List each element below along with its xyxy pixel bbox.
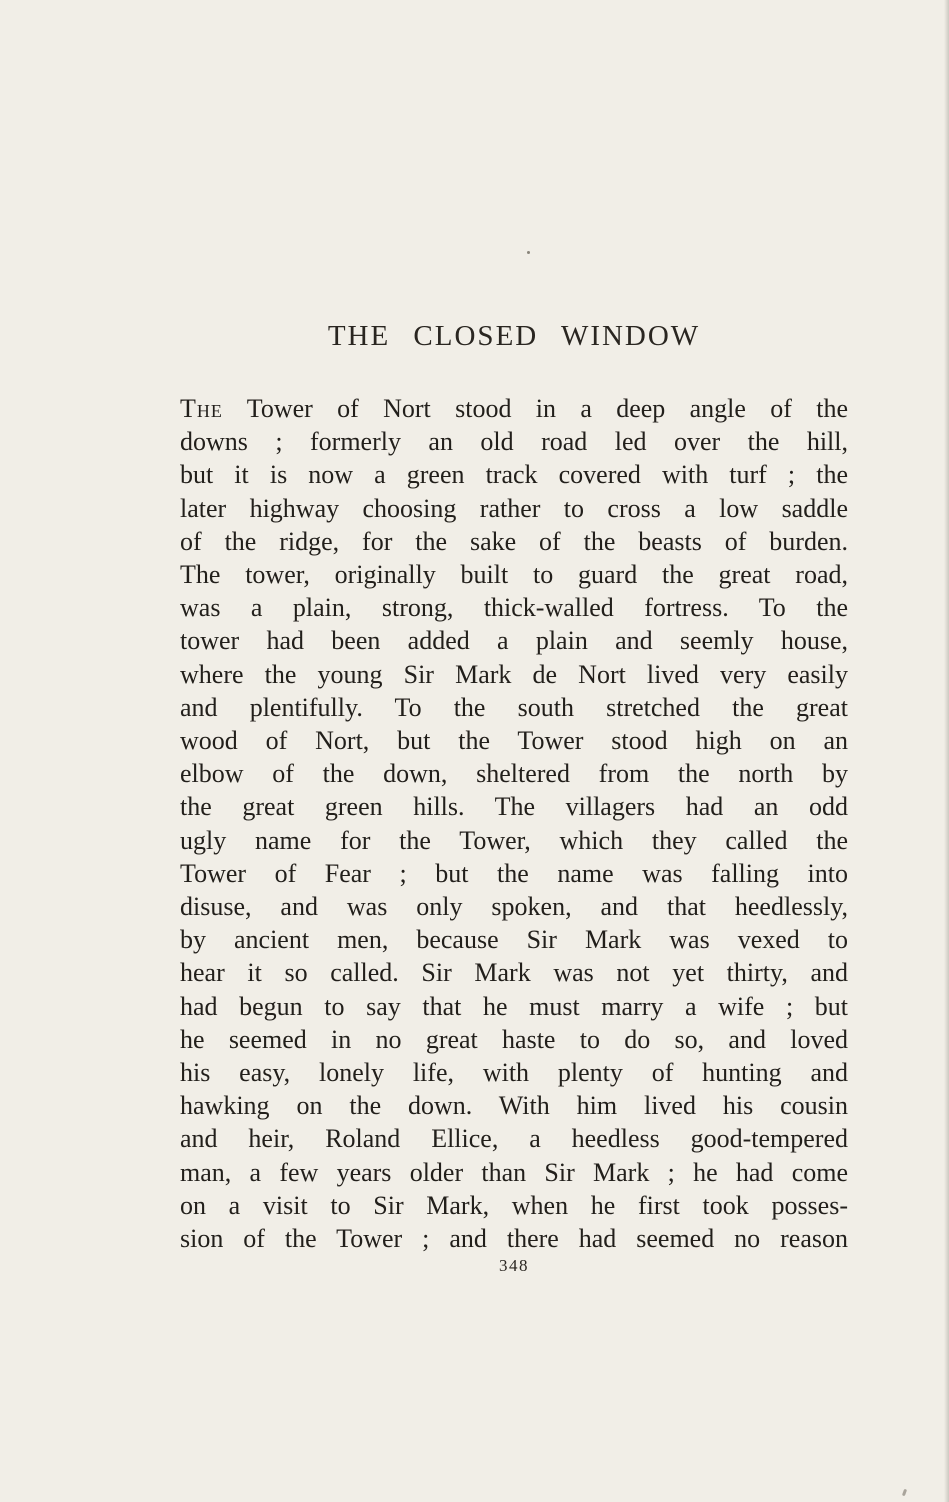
body-line: ugly name for the Tower, which they called the	[180, 825, 848, 855]
body-line: the great green hills. The villagers had an odd	[180, 792, 848, 822]
body-line: sion of the Tower ; and there had seemed no reason	[180, 1224, 848, 1254]
body-line: man, a few years older than Sir Mark ; he had come	[180, 1157, 848, 1187]
body-line: hawking on the down. With him lived his cousin	[180, 1091, 848, 1121]
lead-word: The	[180, 394, 223, 423]
body-line: Tower of Fear ; but the name was falling into	[180, 858, 848, 888]
body-line: hear it so called. Sir Mark was not yet thirty, and	[180, 958, 848, 988]
body-line: and heir, Roland Ellice, a heedless good-tempered	[180, 1124, 848, 1154]
first-line-rest: Tower of Nort stood in a deep angle of the	[222, 394, 848, 423]
scan-edge-shadow	[944, 0, 949, 1502]
body-line-first	[180, 392, 848, 425]
body-line: wood of Nort, but the Tower stood high on an	[180, 726, 848, 756]
text-block	[180, 318, 848, 1276]
body-line: had begun to say that he must marry a wife ; but	[180, 991, 848, 1021]
body-line: his easy, lonely life, with plenty of hunting and	[180, 1058, 848, 1088]
body-line: The tower, originally built to guard the great road,	[180, 560, 848, 590]
body-line: of the ridge, for the sake of the beasts of burden.	[180, 526, 848, 556]
body-line: downs ; formerly an old road led over the hill,	[180, 427, 848, 457]
body-lines	[180, 425, 848, 1255]
body-line: elbow of the down, sheltered from the north by	[180, 759, 848, 789]
page-number: 348	[499, 1256, 529, 1276]
scan-speck	[527, 251, 530, 254]
body-line: by ancient men, because Sir Mark was vexed to	[180, 925, 848, 955]
body-line: tower had been added a plain and seemly house,	[180, 626, 848, 656]
body-line: on a visit to Sir Mark, when he first took posses-	[180, 1190, 848, 1220]
body-line: disuse, and was only spoken, and that heedlessly,	[180, 892, 848, 922]
body-paragraph	[180, 392, 848, 1255]
body-line: was a plain, strong, thick-walled fortress. To the	[180, 593, 848, 623]
body-line: and plentifully. To the south stretched the great	[180, 692, 848, 722]
body-line: he seemed in no great haste to do so, and loved	[180, 1024, 848, 1054]
scan-speck	[902, 1489, 907, 1497]
chapter-title: THE CLOSED WINDOW	[327, 320, 701, 352]
body-line: later highway choosing rather to cross a low saddle	[180, 493, 848, 523]
body-line: but it is now a green track covered with turf ; the	[180, 460, 848, 490]
body-line: where the young Sir Mark de Nort lived very easily	[180, 659, 848, 689]
